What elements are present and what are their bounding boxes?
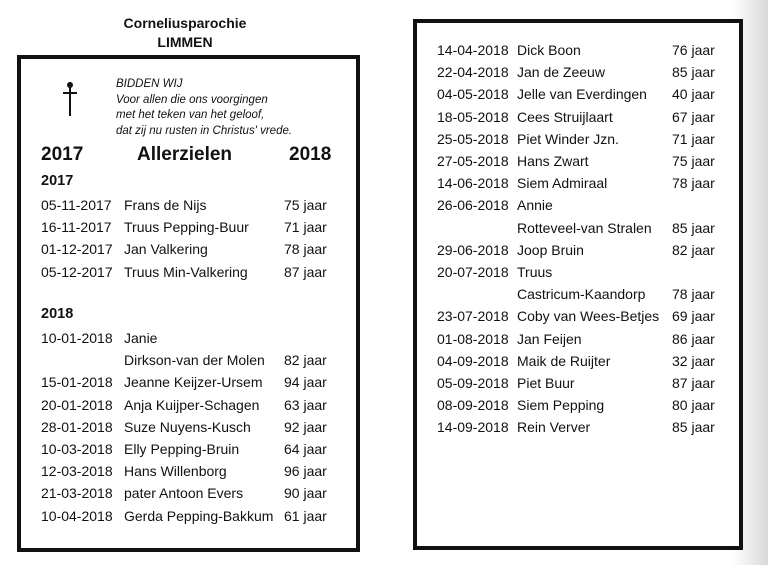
entry-age: 87 jaar (672, 375, 715, 391)
entry-name: Dick Boon (517, 42, 581, 58)
entry-name: Cees Struijlaart (517, 108, 613, 125)
entry-name: Jan de Zeeuw (517, 64, 605, 81)
entry-name: Jan Feijen (517, 330, 582, 347)
entry-date: 28-01-2018 (41, 418, 113, 435)
entry-date: 22-04-2018 (437, 64, 509, 81)
entry-age: 64 jaar (284, 441, 327, 457)
entry-age: 40 jaar (672, 86, 715, 103)
entry-date: 01-08-2018 (437, 330, 509, 347)
entry-name: Elly Pepping-Bruin (124, 441, 240, 457)
entry-age: 63 jaar (284, 396, 327, 413)
entry-name: Hans Zwart (517, 153, 589, 169)
entry-date: 21-03-2018 (41, 485, 113, 502)
entry-name: Annie (517, 197, 553, 214)
entry-date: 05-11-2017 (41, 197, 112, 213)
entry-name: Jelle van Everdingen (517, 86, 647, 103)
entry-date: 23-07-2018 (437, 308, 509, 325)
entry-age: 75 jaar (672, 153, 715, 169)
entry-date: 10-04-2018 (41, 507, 113, 524)
entry-name: Frans de Nijs (124, 197, 207, 213)
entry-name: Suze Nuyens-Kusch (124, 418, 251, 435)
entry-age: 75 jaar (284, 197, 327, 213)
prayer-text (116, 77, 336, 139)
entry-name: pater Antoon Evers (124, 485, 244, 502)
page-title: Allerzielen (137, 144, 233, 165)
entry-age: 78 jaar (284, 241, 327, 258)
entry-name: Maik de Ruijter (517, 352, 611, 369)
entry-age: 71 jaar (284, 219, 327, 236)
entry-name: Anja Kuijper-Schagen (124, 396, 260, 413)
entry-age: 92 jaar (284, 418, 327, 435)
entry-date: 08-09-2018 (437, 397, 509, 414)
entry-date: 18-05-2018 (437, 108, 509, 125)
entry-date: 15-01-2018 (41, 374, 113, 391)
section-heading-2018: 2018 (41, 306, 74, 322)
entry-age: 67 jaar (672, 108, 715, 125)
entry-name: Siem Admiraal (517, 175, 608, 192)
entry-name: Truus Pepping-Buur (124, 219, 249, 236)
entry-age: 90 jaar (284, 485, 327, 502)
entry-date: 04-05-2018 (437, 86, 509, 103)
parish-name: Corneliusparochie (123, 15, 247, 31)
entry-age: 82 jaar (284, 352, 327, 369)
entry-name: Siem Pepping (517, 397, 605, 414)
entry-name: Piet Winder Jzn. (517, 130, 619, 147)
entry-name: Hans Willenborg (124, 463, 227, 480)
entry-age: 69 jaar (672, 308, 715, 325)
entry-name: Truus (517, 264, 553, 280)
entry-date: 29-06-2018 (437, 241, 509, 258)
right-card (413, 19, 743, 550)
entry-age: 96 jaar (284, 463, 327, 480)
entry-name: Castricum-Kaandorp (517, 286, 646, 303)
entry-age: 76 jaar (672, 42, 715, 58)
entry-name: Jan Valkering (124, 241, 208, 258)
entry-age: 78 jaar (672, 175, 715, 192)
title-row (41, 144, 341, 170)
section-heading-2017: 2017 (41, 173, 74, 189)
entry-age: 86 jaar (672, 330, 715, 347)
entry-age: 78 jaar (672, 286, 715, 303)
entry-date: 16-11-2017 (41, 219, 112, 236)
prayer-line: met het teken van het geloof, (116, 109, 265, 121)
entry-date: 12-03-2018 (41, 463, 113, 480)
title-year-left: 2017 (41, 144, 84, 165)
entry-name: Coby van Wees-Betjes (517, 308, 660, 325)
entry-date: 10-01-2018 (41, 330, 113, 346)
entry-date: 14-04-2018 (437, 42, 509, 58)
entry-age: 82 jaar (672, 241, 715, 258)
entry-age: 71 jaar (672, 130, 715, 147)
prayer-line: dat zij nu rusten in Christus' vrede. (116, 124, 293, 137)
entry-date: 25-05-2018 (437, 130, 509, 147)
cross-icon (63, 82, 77, 116)
entry-age: 85 jaar (672, 419, 715, 436)
entry-age: 61 jaar (284, 507, 327, 524)
entry-date: 20-01-2018 (41, 396, 113, 413)
entry-name: Joop Bruin (517, 241, 584, 258)
prayer-line: Voor allen die ons voorgingen (116, 93, 268, 106)
entry-date: 14-09-2018 (437, 419, 509, 436)
entry-age: 32 jaar (672, 352, 715, 369)
entry-name: Jeanne Keijzer-Ursem (124, 374, 263, 391)
left-card (17, 55, 360, 552)
entry-date: 10-03-2018 (41, 441, 113, 457)
entry-name: Rotteveel-van Stralen (517, 219, 652, 236)
entry-date: 04-09-2018 (437, 352, 509, 369)
entry-date: 26-06-2018 (437, 197, 509, 214)
entry-age: 85 jaar (672, 64, 715, 81)
entry-name: Janie (124, 330, 158, 346)
place-name: LIMMEN (157, 34, 213, 50)
entry-date: 05-09-2018 (437, 375, 509, 391)
entry-name: Dirkson-van der Molen (124, 352, 265, 369)
entry-age: 85 jaar (672, 219, 715, 236)
entry-date: 01-12-2017 (41, 241, 113, 258)
entry-date: 27-05-2018 (437, 153, 509, 169)
prayer-line: BIDDEN WIJ (116, 78, 183, 90)
entry-name: Truus Min-Valkering (124, 263, 248, 280)
entry-name: Piet Buur (517, 375, 575, 391)
entry-age: 80 jaar (672, 397, 715, 414)
entry-age: 87 jaar (284, 263, 327, 280)
entry-date: 14-06-2018 (437, 175, 509, 192)
entry-name: Rein Verver (517, 419, 591, 436)
entry-date: 20-07-2018 (437, 264, 509, 280)
entry-name: Gerda Pepping-Bakkum (124, 507, 274, 524)
title-year-right: 2018 (289, 144, 332, 165)
entry-age: 94 jaar (284, 374, 327, 391)
entry-date: 05-12-2017 (41, 263, 113, 280)
